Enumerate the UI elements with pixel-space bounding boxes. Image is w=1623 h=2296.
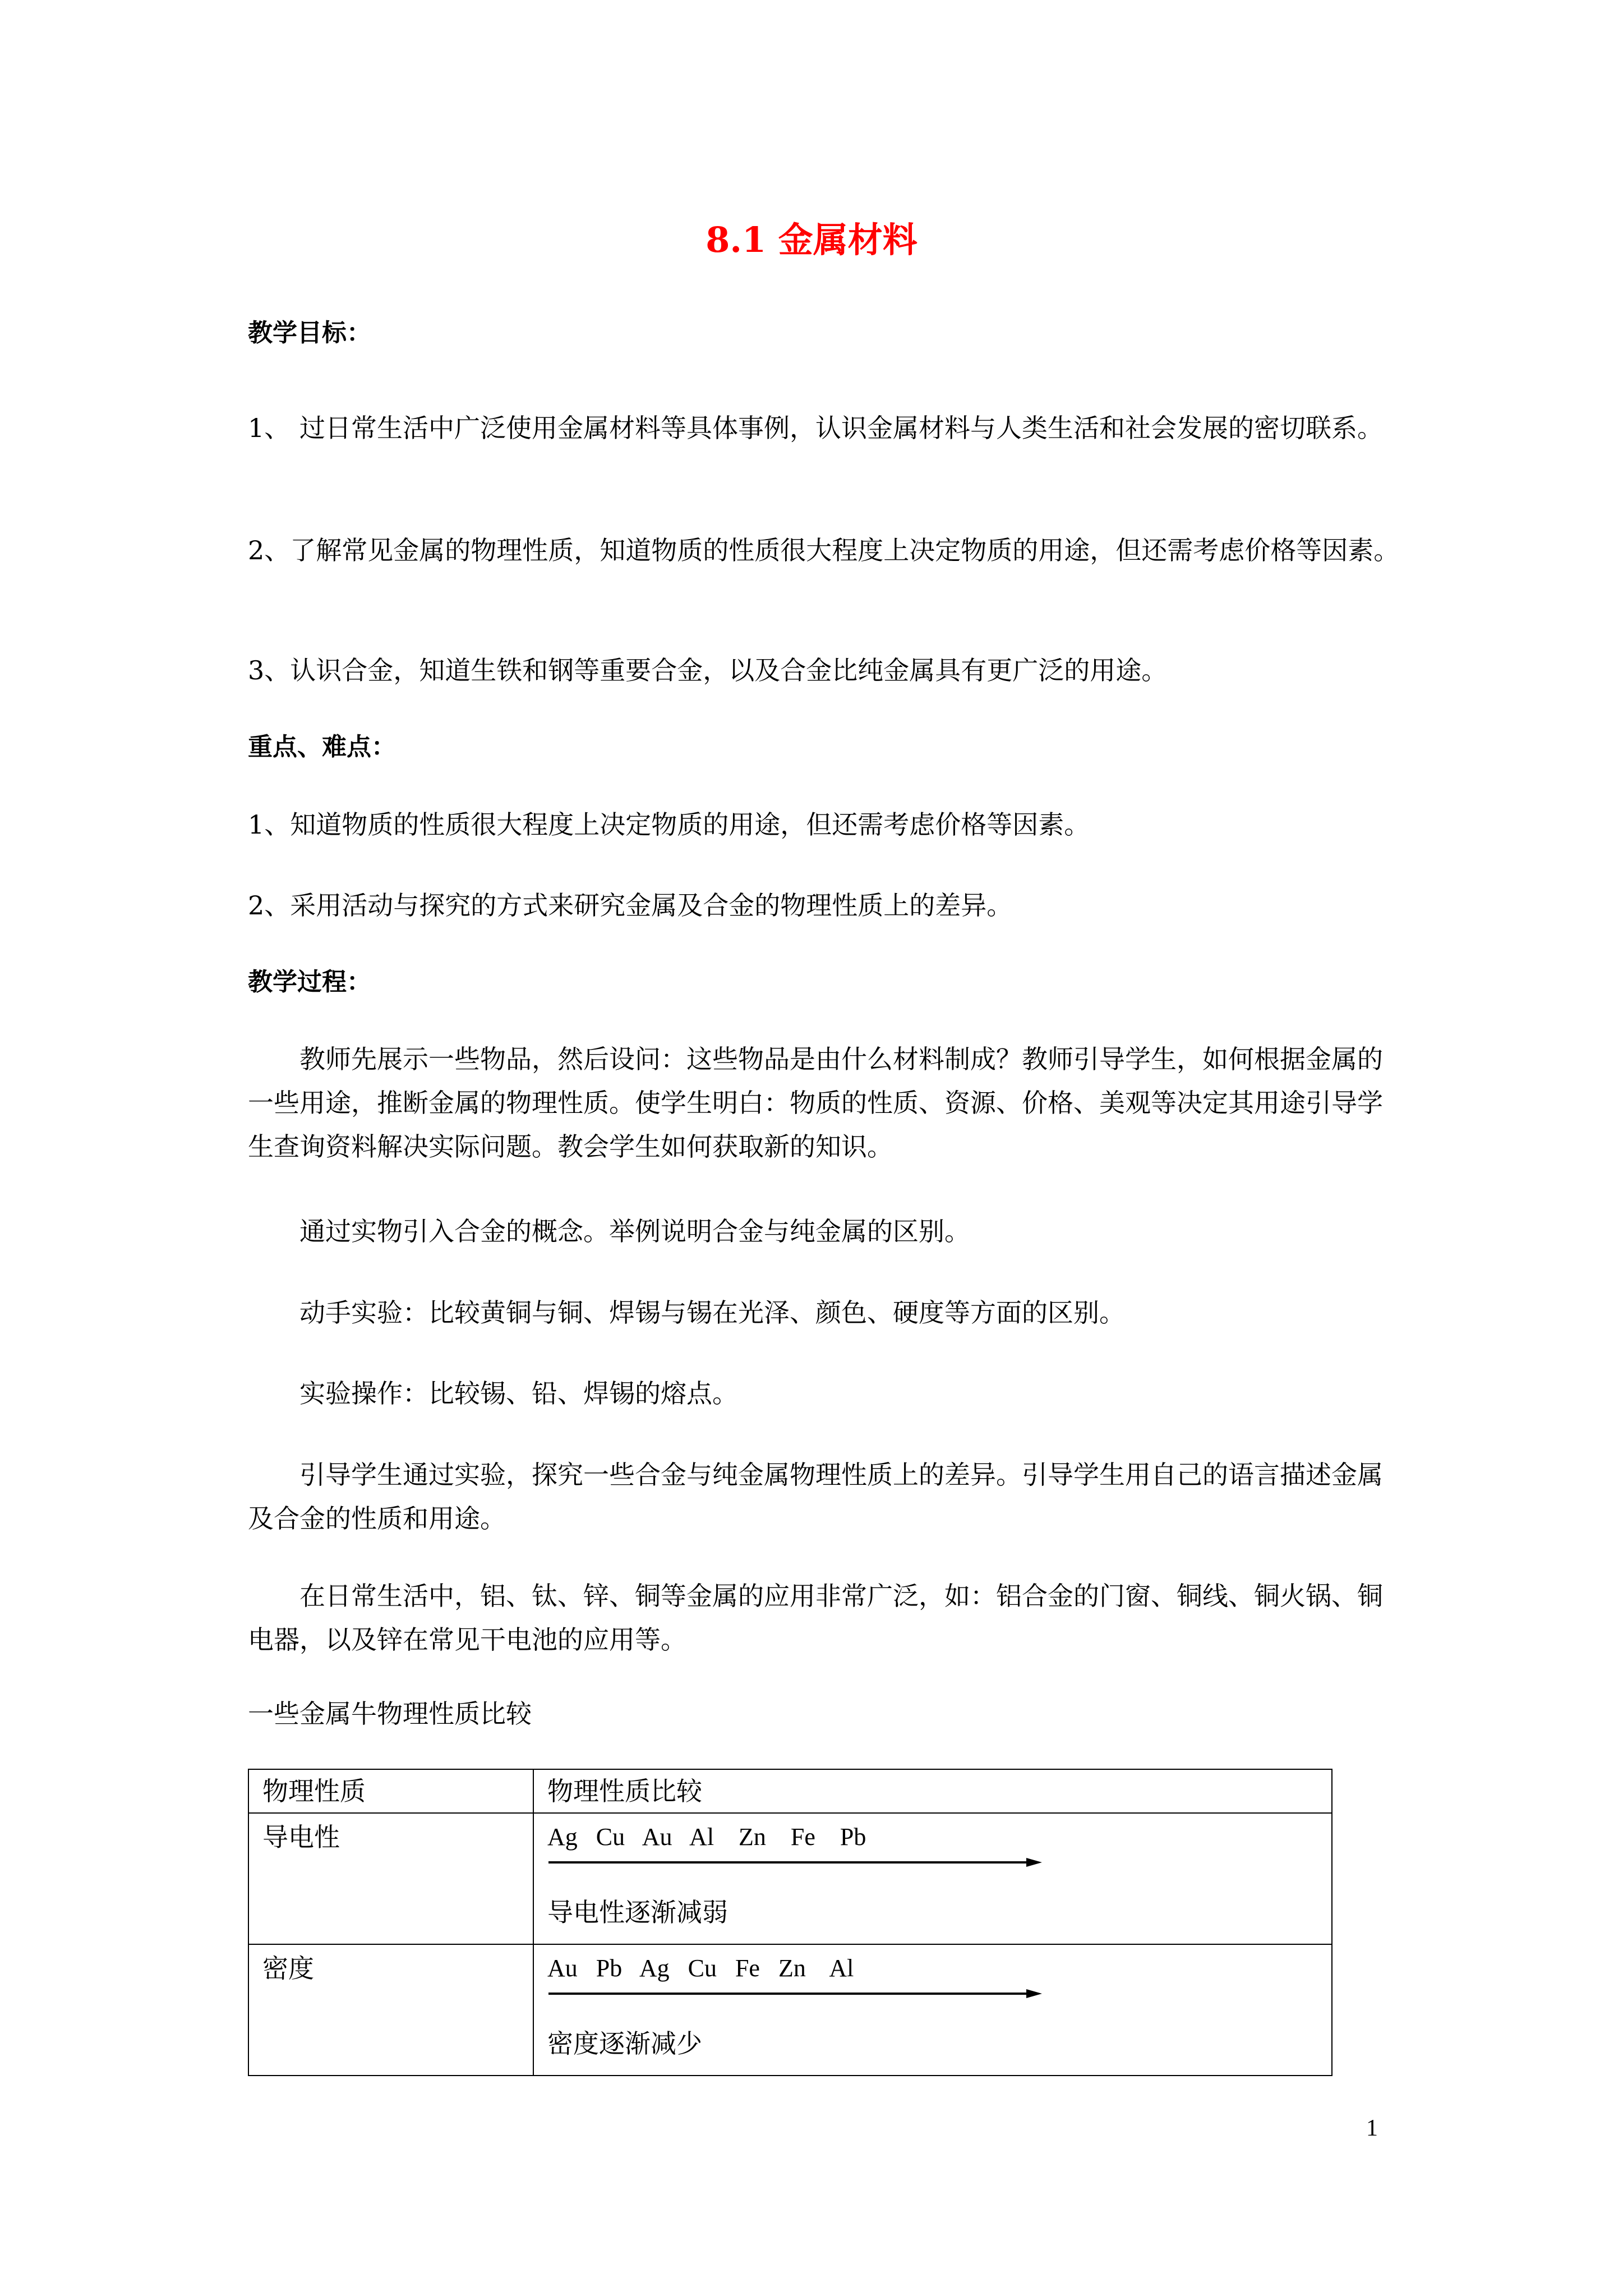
comparison-cell: [533, 1944, 1332, 2076]
process-heading: 教学过程：: [248, 968, 371, 996]
arrow-icon: [548, 1857, 1042, 1868]
table-row: [248, 1813, 1332, 1944]
objective-item-1: [248, 406, 1403, 450]
metal-sequence: Ag Cu Au Al Zn Fe Pb: [547, 1823, 866, 1851]
metal-sequence: Au Pb Ag Cu Fe Zn Al: [547, 1954, 854, 1982]
property-cell: 密度: [248, 1944, 533, 2076]
header-comparison: 物理性质比较: [533, 1769, 1332, 1813]
trend-note: 密度逐渐减少: [547, 2028, 702, 2059]
page-number: 1: [1366, 2115, 1378, 2141]
key-points-heading: 重点、难点：: [248, 733, 396, 761]
arrow-icon: [548, 1988, 1042, 1999]
document-title: 8.1 金属材料: [706, 219, 917, 260]
table-header-row: [248, 1769, 1332, 1813]
objective-item-2: [248, 528, 1403, 572]
objective-number: 2、: [248, 535, 291, 565]
key-point-1: 1、知道物质的性质很大程度上决定物质的用途，但还需考虑价格等因素。: [248, 809, 1090, 840]
trend-note: 导电性逐渐减弱: [547, 1897, 728, 1927]
table-caption: 一些金属牛物理性质比较: [248, 1699, 532, 1729]
objective-text: 了解常见金属的物理性质，知道物质的性质很大程度上决定物质的用途，但还需考虑价格等因素。: [290, 535, 1400, 565]
property-cell: 导电性: [248, 1813, 533, 1944]
process-paragraph-2: 通过实物引入合金的概念。举例说明合金与纯金属的区别。: [299, 1216, 970, 1246]
objective-item-3: [248, 654, 1403, 687]
process-paragraph-5: 引导学生通过实验，探究一些合金与纯金属物理性质上的差异。引导学生用自己的语言描述金属及合金的性质和用途。: [248, 1460, 1383, 1534]
objective-number: 1、: [248, 413, 291, 443]
metal-properties-table: [248, 1769, 1332, 2076]
table-row: [248, 1944, 1332, 2076]
header-property: 物理性质: [248, 1769, 533, 1813]
process-paragraph-1: 教师先展示一些物品，然后设问：这些物品是由什么材料制成？教师引导学生，如何根据金属的一些用途，推断金属的物理性质。使学生明白：物质的性质、资源、价格、美观等决定其用途引导学生查询资料解决实际问题。教会学生如何获取新的知识。: [248, 1044, 1383, 1162]
objective-text: 过日常生活中广泛使用金属材料等具体事例，认识金属材料与人类生活和社会发展的密切联系。: [299, 413, 1383, 443]
objective-text: 认识合金，知道生铁和钢等重要合金，以及合金比纯金属具有更广泛的用途。: [290, 655, 1168, 685]
objective-number: 3、: [248, 655, 291, 685]
comparison-cell: [533, 1813, 1332, 1944]
process-paragraph-4: 实验操作：比较锡、铅、焊锡的熔点。: [299, 1378, 738, 1409]
key-point-2: 2、采用活动与探究的方式来研究金属及合金的物理性质上的差异。: [248, 890, 1013, 921]
process-paragraph-3: 动手实验：比较黄铜与铜、焊锡与锡在光泽、颜色、硬度等方面的区别。: [299, 1297, 1125, 1328]
objectives-heading: 教学目标：: [248, 319, 371, 347]
process-paragraph-6: 在日常生活中，铝、钛、锌、铜等金属的应用非常广泛，如：铝合金的门窗、铜线、铜火锅、铜电器，以及锌在常见干电池的应用等。: [248, 1581, 1383, 1655]
